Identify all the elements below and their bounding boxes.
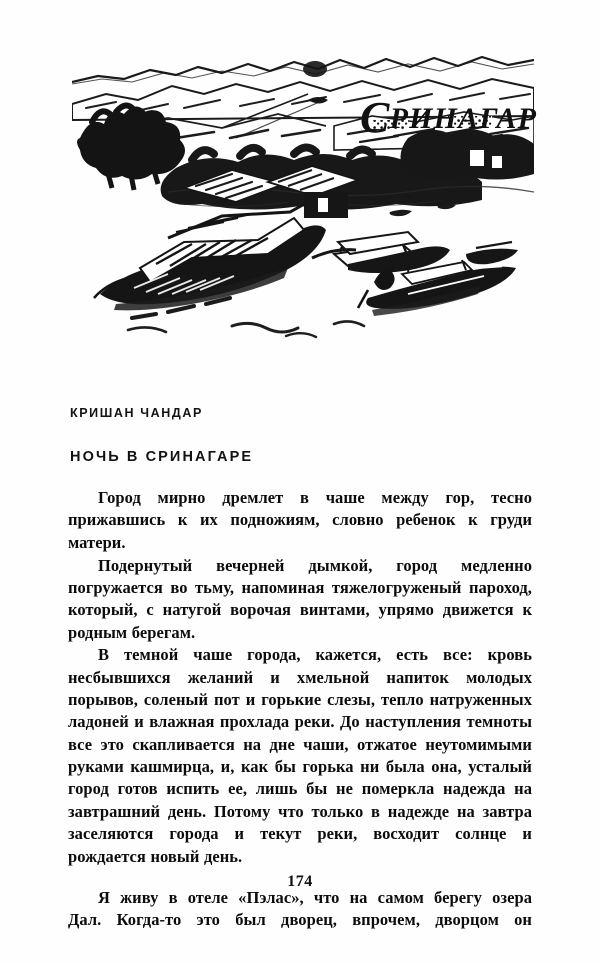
body-text <box>68 487 532 932</box>
paragraph: В темной чаше города, кажется, есть все: кровь несбывшихся желаний и хмельной напиток молодых порывов, соленый пот и горькие слезы, тепло натруженных ладоней и влажная прохлада реки. До наступления темноты все это скапливается на дне чаши, отжатое неутомимыми руками кашмирца, и, как бы горька ни была она, усталый город готов испить ее, лишь бы не померкла надежда на завтрашний день. Потому что только в надежде на завтра заселяются города и текут реки, восходит солнце и рождается новый день. <box>68 645 532 866</box>
author-name: КРИШАН ЧАНДАР <box>70 406 203 420</box>
illustration-title-dropcap: C <box>360 93 391 142</box>
paragraph-line: Я живу в отеле «Пэлас», что на самом берегу озера <box>98 887 532 907</box>
illustration-title-rest: РИНАГАР <box>389 102 538 135</box>
paragraph-partial <box>68 887 532 932</box>
chapter-illustration <box>72 42 534 342</box>
paragraph: Подернутый вечерней дымкой, город медленно погружается во тьму, напоминая тяжелогруженый пароход, который, с натугой ворочая винтами, упрямо движется к родным берегам. <box>68 555 532 642</box>
foliage-right <box>400 129 534 179</box>
paragraph: Город мирно дремлет в чаше между гор, тесно прижавшись к их подножиям, словно ребенок к груди матери. <box>68 488 532 552</box>
story-title: НОЧЬ В СРИНАГАРЕ <box>70 449 254 465</box>
page-number: 174 <box>287 873 313 890</box>
paragraph-line: Дал. Когда-то это был дворец, впрочем, дворцом он <box>68 910 532 930</box>
illustration-title-srinagar <box>360 93 538 142</box>
